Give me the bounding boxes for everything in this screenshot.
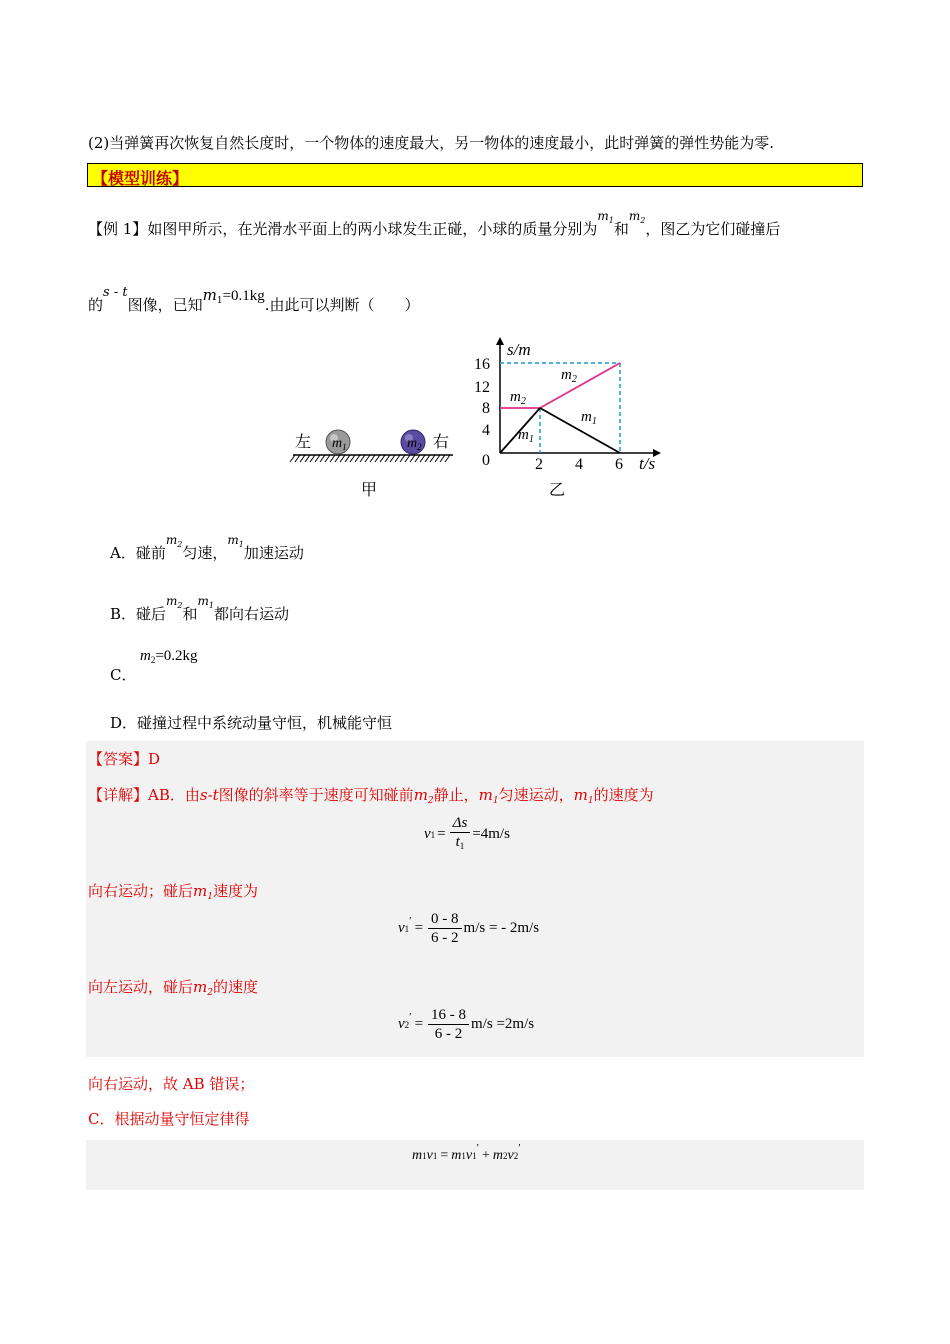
figure-yi [474, 337, 661, 499]
m1-symbol: m1 [597, 209, 614, 225]
m1-after-line [540, 408, 620, 453]
caption-jia: 甲 [361, 482, 378, 499]
ground-hatch [295, 455, 300, 462]
ball-m2-label: $m_2$ [407, 436, 422, 452]
detail-line-5: C．根据动量守恒定律得 [88, 1110, 250, 1128]
ground-hatch [440, 455, 445, 462]
ground-hatch [300, 455, 305, 462]
right-label: 右 [433, 434, 450, 451]
ground-hatch [365, 455, 370, 462]
ground-hatch [445, 455, 450, 462]
ground-hatch [400, 455, 405, 462]
detail-line-3: 向左运动，碰后$m_2$的速度 [88, 978, 258, 998]
ground-hatch [435, 455, 440, 462]
answer-line: 【答案】D [88, 750, 161, 768]
ground-hatch [410, 455, 415, 462]
ground-hatch [420, 455, 425, 462]
label-m2-before: $m_2$ [510, 389, 526, 407]
y-tick-8: 8 [482, 400, 490, 417]
detail-line-2: 向右运动；碰后$m_1$速度为 [88, 882, 258, 902]
option-d[interactable]: D．碰撞过程中系统动量守恒，机械能守恒 [110, 714, 393, 732]
ground-hatch [405, 455, 410, 462]
ground-hatch [345, 455, 350, 462]
example-text-c: 的 [88, 296, 104, 314]
equation-v1: v 1 = $\frac{\Delta s}{t_1}$ =4m/s [424, 815, 510, 851]
ground-hatch [305, 455, 310, 462]
x-tick-6: 6 [615, 456, 623, 473]
ground-hatch [340, 455, 345, 462]
ground-hatch [310, 455, 315, 462]
ground-hatch [425, 455, 430, 462]
detail-line-4: 向右运动，故 AB 错误； [88, 1075, 255, 1093]
example-line-1 [88, 209, 781, 239]
intro-line: (2)当弹簧再次恢复自然长度时，一个物体的速度最大，另一物体的速度最小，此时弹簧的弹性势能为零. [88, 134, 775, 152]
section-title: 【模型训练】 [92, 169, 189, 188]
example-text-d: 图像，已知 [127, 296, 203, 314]
detail-line-1: 【详解】AB．由s-t图像的斜率等于速度可知碰前$m_2$静止，$m_1$匀速运动，$m_1$的速度为 [88, 786, 654, 806]
equation-momentum: m 1 v 1 = m 1 v 1 ′ + m 2 v 2 ′ [412, 1142, 521, 1163]
y-tick-4: 4 [482, 422, 490, 439]
label-m1-before: $m_1$ [518, 427, 534, 445]
section-title-bar [87, 163, 863, 187]
label-m1-after: $m_1$ [581, 409, 597, 427]
ground-hatch [315, 455, 320, 462]
ground-hatch [395, 455, 400, 462]
label-m2-after: $m_2$ [561, 367, 577, 385]
ground-hatch [430, 455, 435, 462]
st-symbol: s - t [103, 285, 128, 300]
ground-hatch [335, 455, 340, 462]
y-tick-0: 0 [482, 452, 490, 469]
y-tick-16: 16 [474, 356, 490, 373]
ground-hatch [320, 455, 325, 462]
option-b[interactable]: B．碰后$^{m_2}$和$^{m_1}$都向右运动 [110, 594, 290, 623]
ground-hatch [380, 455, 385, 462]
ground-hatch [325, 455, 330, 462]
ground-hatch [360, 455, 365, 462]
ground-hatch [415, 455, 420, 462]
known-mass: $m_1=0.1kg$ [202, 286, 265, 306]
ground-hatch [350, 455, 355, 462]
and-text: 和 [613, 220, 629, 238]
ground-hatch [375, 455, 380, 462]
ball-m1-label: $m_1$ [332, 436, 347, 452]
ground-hatch [290, 455, 295, 462]
example-label: 【例 1】 [88, 220, 148, 238]
equation-v1-prime: v 1 ′ = $\frac{0 - 8}{6 - 2}$ m/s = - 2m/s [398, 911, 540, 946]
caption-yi: 乙 [549, 482, 566, 499]
ground-hatch [330, 455, 335, 462]
x-tick-2: 2 [535, 456, 543, 473]
y-tick-12: 12 [474, 379, 490, 396]
equation-v2-prime: v 2 ′ = $\frac{16 - 8}{6 - 2}$ m/s =2m/s [398, 1007, 535, 1042]
m2-symbol: m2 [628, 209, 646, 225]
x-axis-label: t/s [639, 454, 656, 473]
ground-hatch [390, 455, 395, 462]
ground-hatch [355, 455, 360, 462]
ground-hatch [370, 455, 375, 462]
example-text-b: ，图乙为它们碰撞后 [645, 220, 781, 238]
m2-after-line [540, 363, 620, 408]
option-a[interactable]: A．碰前$^{m_2}$匀速，$^{m_1}$加速运动 [110, 533, 304, 562]
example-line-2 [88, 285, 420, 316]
example-text-e: .由此可以判断（ ） [264, 296, 420, 314]
answer-value: D [148, 750, 161, 768]
ground-hatch [385, 455, 390, 462]
figure-jia [290, 430, 453, 499]
x-tick-4: 4 [575, 456, 583, 473]
example-text-a: 如图甲所示，在光滑水平面上的两小球发生正碰，小球的质量分别为 [147, 220, 598, 238]
left-label: 左 [295, 434, 312, 451]
collision-figure [285, 335, 675, 505]
y-axis-label: s/m [507, 340, 531, 359]
